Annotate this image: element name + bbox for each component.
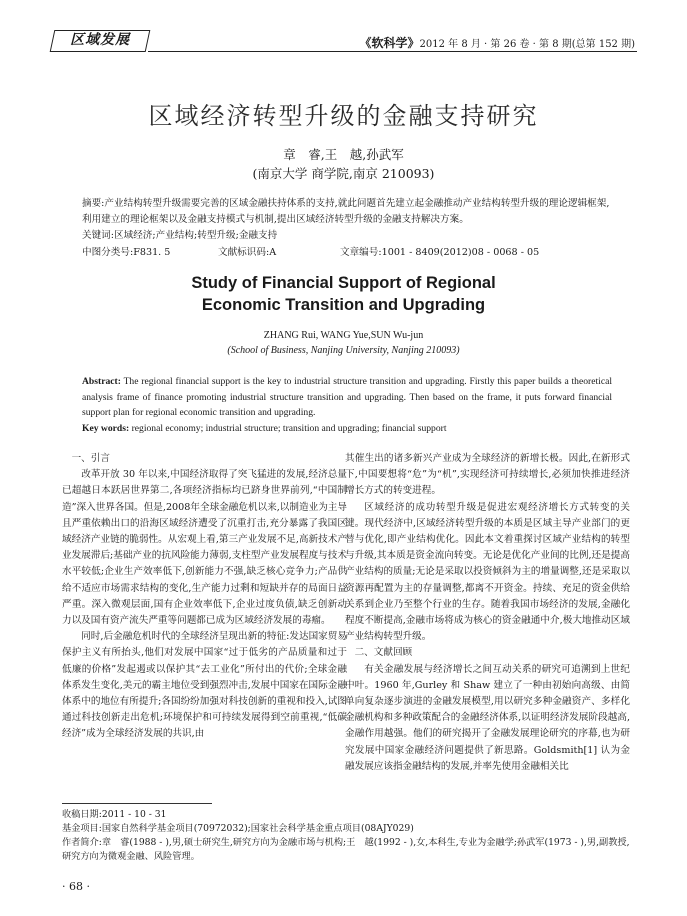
abstract-cn-text: 产业结构转型升级需要完善的区域金融扶持体系的支持,就此问题首先建立起金融推动产业结构转型升级的理论逻辑框架,利用建立的理论框架以及金融支持模式与机制,提出区域经济转型升级的金融支持解决方案。 xyxy=(82,198,610,225)
body-paragraph: 有关金融发展与经济增长之间互动关系的研究可追溯到上世纪中叶。1960 年,Gurley 和 Shaw 建立了一种由初始向高级、由简单向复杂逐步演进的金融发展模型,用以研究多种金融资产、多样化金融机构和多种政策配合的金融经济体系,以证明经济发展阶段越高,金融作用越强。他们的研究揭开了金融发展理论研究的序幕,也为研究发展中国家金融经济问题提供了新思路。Goldsmith[1] 认为金融发展应该指金融结构的发展,并率先使用金融相关比 xyxy=(345,663,630,772)
footnote-rule xyxy=(62,803,212,804)
footnote-received-date: 收稿日期:2011 - 10 - 31 xyxy=(62,809,167,820)
keywords-en-label: Key words: xyxy=(82,422,130,434)
authors-cn: 章 睿,王 越,孙武军 xyxy=(283,147,404,162)
body-paragraph: 区域经济的成功转型升级是促进宏观经济增长方式转变的关键。现代经济中,区域经济转型升级的本质是区域主导产业部门的更替与优化,即产业结构优化。因此本文着重探讨区域产业结构的转型与升级,其本质是资金流向转变。无论是优化产业间的比例,还是提高产业结构的质量;无论是采取以投资倾斜为主的增量调整,还是采取以资源再配置为主的存量调整,都离不开资金。持续、充足的资金供给关系到企业乃至整个行业的生存。随着我国市场经济的发展,金融化程度不断提高,金融市场将成为核心的资金融通中介,极大地推动区域产业结构转型升级。 xyxy=(345,501,630,643)
journal-header xyxy=(360,34,635,51)
keywords-en: regional economy; industrial structure; transition and upgrading; financial support xyxy=(131,422,447,434)
header-rule xyxy=(148,51,637,52)
paper-title-en xyxy=(0,272,687,316)
paper-title-en-line2: Economic Transition and Upgrading xyxy=(201,296,486,314)
paper-title-en-line1: Study of Financial Support of Regional xyxy=(191,274,496,292)
keywords-cn-label: 关键词: xyxy=(82,230,115,241)
section-tag-label: 区域发展 xyxy=(70,32,131,48)
clc-number: 中图分类号:F831. 5 xyxy=(82,247,171,258)
footnotes xyxy=(62,808,632,864)
section-heading-literature: 二、文献回顾 xyxy=(354,647,413,659)
document-code: 文献标识码:A xyxy=(218,247,277,258)
section-tag xyxy=(50,30,151,52)
body-paragraph: 改革开放 30 年以来,中国经济取得了突飞猛进的发展,经济总量已超越日本跃居世界第二,各项经济指标均已跻身世界前列,“中国制造”深入世界各国。但是,2008年全球金融危机以来,以制造业为主导且严重依赖出口的沿海区域经济遭受了沉重打击,充分暴露了我国区域经济产业链的脆弱性。从宏观上看,第三产业发展不足,高新技术产业发展滞后;基础产业的抗风险能力薄弱,支柱型产业发展程度与技术水平较低;企业生产效率低下,创新能力不强,缺乏核心竞争力;产品供给不适应市场需求结构的变化,生产能力过剩和短缺并存的局面日益严重。深入微观层面,国有企业效率低下,企业过度负债,缺乏创新动力以及国有资产流失严重等问题都已成为区域经济发展的毒瘤。 xyxy=(62,469,347,627)
page-number: · 68 · xyxy=(62,880,90,893)
body-paragraph: 其催生出的诸多新兴产业成为全球经济的新增长极。因此,在新形式下,中国要想将“危”为“机”,实现经济可持续增长,必须加快推进经济增长方式的转变进程。 xyxy=(345,453,630,497)
article-number: 文章编号:1001 - 8409(2012)08 - 0068 - 05 xyxy=(340,247,540,258)
journal-name: 《软科学》 xyxy=(359,36,420,50)
body-column-right xyxy=(345,451,630,775)
body-paragraph: 同时,后金融危机时代的全球经济呈现出新的特征:发达国家贸易保护主义有所抬头,他们对发展中国家“过于低劣的产品质量和过于低廉的价格”发起遏或以保护其“去工业化”所付出的代价;全球金融体系发生变化,美元的霸主地位受到强烈冲击,发展中国家在国际金融体系中的地位有所提升;各国纷纷加强对科技创新的重视和投入,试图通过科技创新走出危机;环境保护和可持续发展得到空前重视,“低碳经济”成为全球经济发展的共识,由 xyxy=(62,631,347,740)
paper-title-cn: 区域经济转型升级的金融支持研究 xyxy=(148,102,539,130)
abstract-cn xyxy=(82,196,612,244)
abstract-cn-label: 摘要: xyxy=(82,198,105,209)
abstract-en xyxy=(82,374,612,436)
footnote-author-bio: 作者简介:章 睿(1988 - ),男,硕士研究生,研究方向为金融市场与机构;王 越(1992 - ),女,本科生,专业为金融学;孙武军(1973 - ),男,副教授,研究方向为微观金融、风险管理。 xyxy=(62,837,630,862)
affiliation-en: (School of Business, Nanjing University, Nanjing 210093) xyxy=(227,345,460,356)
keywords-cn: 区域经济;产业结构;转型升级;金融支持 xyxy=(114,230,278,241)
section-heading-intro: 一、引言 xyxy=(71,453,110,464)
body-column-left xyxy=(62,451,347,743)
issue-info: 2012 年 8 月 · 第 26 卷 · 第 8 期(总第 152 期) xyxy=(419,39,635,50)
abstract-en-text: The regional financial support is the key to industrial structure transition and upgrading. Firstly this paper builds a theoretical analysis frame of finance promoting industrial structure transition and upgrading. Then based on the frame, it puts forward financial support plan for regional economic transition and upgrading. xyxy=(82,376,613,418)
abstract-en-label: Abstract: xyxy=(82,376,121,387)
authors-en: ZHANG Rui, WANG Yue,SUN Wu-jun xyxy=(263,330,424,341)
affiliation-cn: (南京大学 商学院,南京 210093) xyxy=(252,166,435,181)
footnote-funding: 基金项目:国家自然科学基金项目(70972032);国家社会科学基金重点项目(08AJY029) xyxy=(62,823,414,834)
